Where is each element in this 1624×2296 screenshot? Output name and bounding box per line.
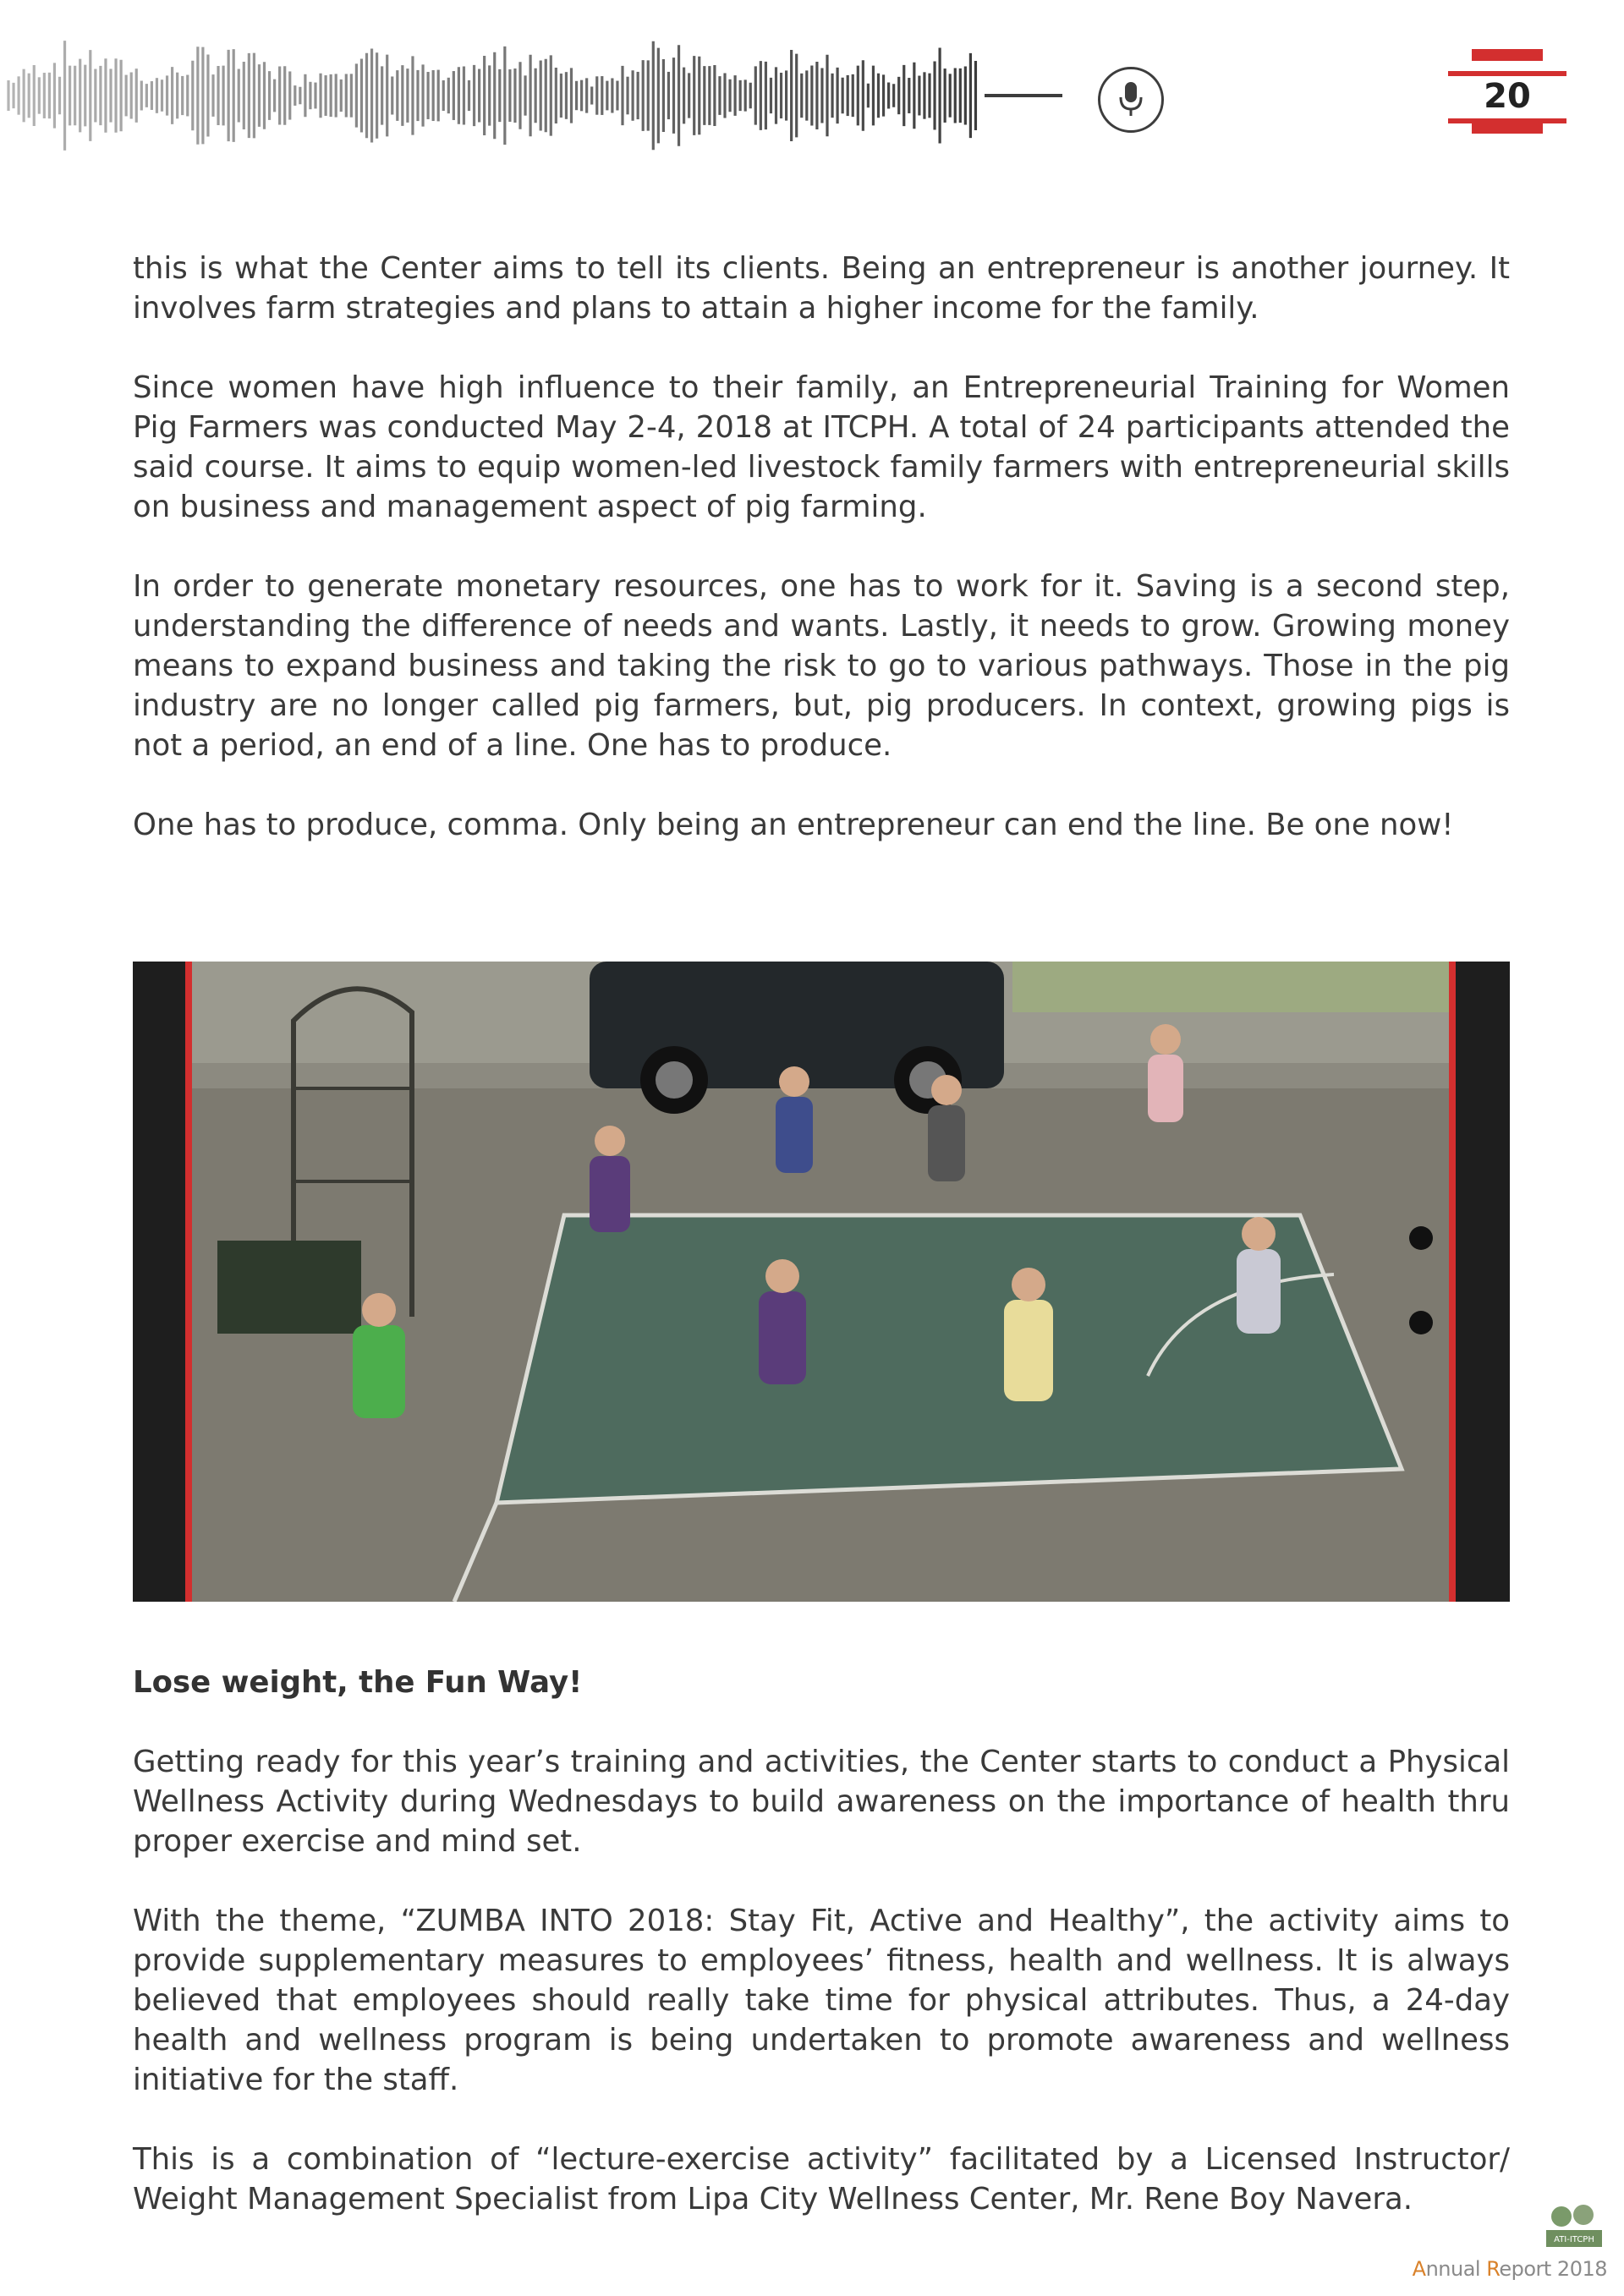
annual-report-label: Annual Report 2018: [1412, 2257, 1607, 2281]
section-heading: Lose weight, the Fun Way!: [133, 1665, 583, 1700]
svg-text:ATI-ITCPH: ATI-ITCPH: [1554, 2235, 1594, 2244]
microphone-icon: [1098, 67, 1164, 133]
paragraph: this is what the Center aims to tell its clients. Being an entrepreneur is another journey. It involves farm strategies and plans to attain a higher income for the family.: [133, 251, 1510, 326]
body-text-top: [133, 249, 1510, 845]
paragraph: Since women have high influence to their family, an Entrepreneurial Training for Women Pig Farmers was conducted May 2-4, 2018 at ITCPH. A total of 24 participants attended the said course. It aims to equip women-led livestock family farmers with entrepreneurial skills on business and management aspect of pig farming.: [133, 370, 1510, 524]
paragraph: One has to produce, comma. Only being an entrepreneur can end the line. Be one now!: [133, 808, 1454, 842]
paragraph: In order to generate monetary resources, one has to work for it. Saving is a second step, understanding the difference of needs and wants. Lastly, it needs to grow. Growing money means to expand business and taking the risk to go to various pathways. Those in the pig industry are no longer called pig farmers, but, pig producers. In context, growing pigs is not a period, an end of a line. One has to produce.: [133, 569, 1510, 763]
body-text-bottom: [133, 1663, 1510, 2219]
page-number: 20: [1484, 77, 1531, 116]
paragraph: This is a combination of “lecture-exercise activity” facilitated by a Licensed Instructor/ Weight Management Specialist from Lipa City Wellness Center, Mr. Rene Boy Navera.: [133, 2142, 1510, 2217]
page-number-badge: [1448, 49, 1566, 134]
sound-wave-graphic: [5, 32, 1062, 159]
paragraph: With the theme, “ZUMBA INTO 2018: Stay Fit, Active and Healthy”, the activity aims to provide supplementary measures to employees’ fitness, health and wellness. It is always believed that employees should really take time for physical attributes. Thus, a 24-day health and wellness program is being undertaken to promote awareness and wellness initiative for the staff.: [133, 1904, 1510, 2097]
paragraph: Getting ready for this year’s training and activities, the Center starts to conduct a Physical Wellness Activity during Wednesdays to build awareness on the importance of health thru proper exercise and mind set.: [133, 1745, 1510, 1859]
ati-logo: [1539, 2203, 1607, 2252]
zumba-activity-photo: [133, 962, 1510, 1602]
footer: [1413, 2203, 1607, 2279]
